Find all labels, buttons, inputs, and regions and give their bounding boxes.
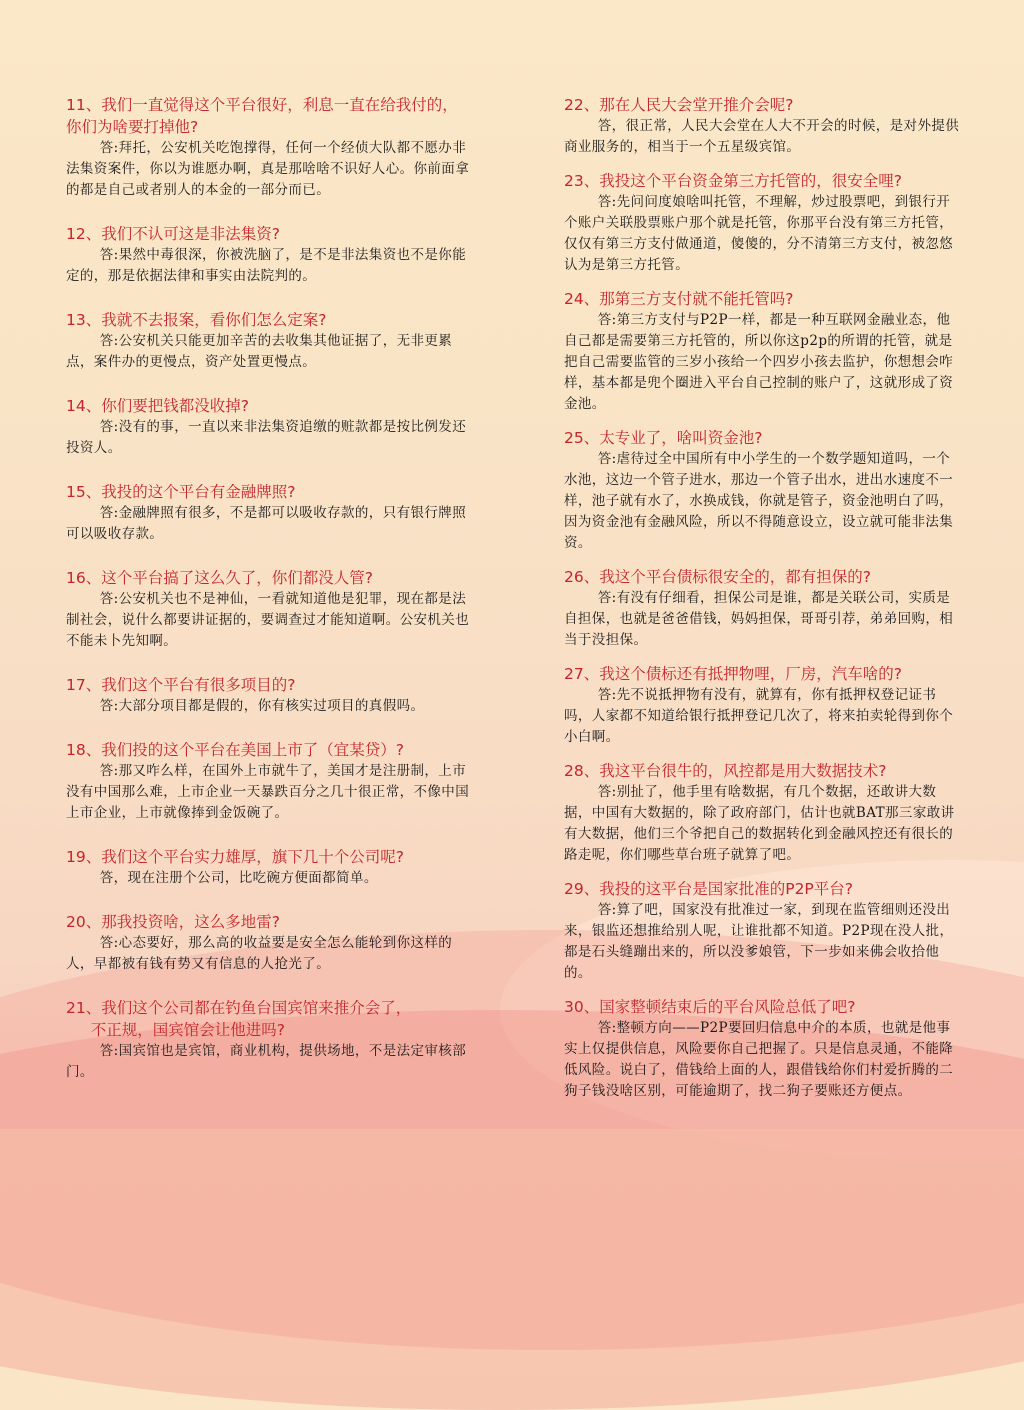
answer: 答:大部分项目都是假的，你有核实过项目的真假吗。 <box>99 698 425 714</box>
qa-item <box>66 481 476 545</box>
qa-item <box>66 674 476 717</box>
qa-item <box>564 663 964 748</box>
qa-item <box>564 170 964 276</box>
qa-item <box>564 288 964 415</box>
answer: 答:算了吧，国家没有批准过一家，到现在监管细则还没出来，银监还想推给别人呢，让谁批都不知道。P2P现在没人批，都是石头缝蹦出来的，所以没爹娘管，下一步如来佛会收拾他的。 <box>564 902 954 981</box>
answer: 答:有没有仔细看，担保公司是谁，都是关联公司，实质是自担保，也就是爸爸借钱，妈妈担保，哥哥引荐，弟弟回购，相当于没担保。 <box>564 590 954 648</box>
answer: 答，很正常，人民大会堂在人大不开会的时候，是对外提供商业服务的，相当于一个五星级宾馆。 <box>564 118 960 155</box>
qa-item <box>564 94 964 158</box>
answer: 答:虐待过全中国所有中小学生的一个数学题知道吗，一个水池，这边一个管子进水，那边一个管子出水，进出水速度不一样，池子就有水了，水换成钱，你就是管子，资金池明白了吗，因为资金池有金融风险，所以不得随意设立，设立就可能非法集资。 <box>564 451 954 551</box>
answer: 答:那又咋么样，在国外上市就牛了，美国才是注册制，上市没有中国那么难，上市企业一天暴跌百分之几十很正常，不像中国上市企业，上市就像捧到金饭碗了。 <box>66 763 470 821</box>
question: 28、我这平台很牛的，风控都是用大数据技术? <box>564 762 887 780</box>
question: 23、我投这个平台资金第三方托管的，很安全哩? <box>564 172 902 190</box>
answer: 答:公安机关只能更加辛苦的去收集其他证据了，无非更累点，案件办的更慢点，资产处置更慢点。 <box>66 333 453 370</box>
question: 15、我投的这个平台有金融牌照? <box>66 483 296 501</box>
qa-item <box>66 911 476 975</box>
answer: 答:公安机关也不是神仙，一看就知道他是犯罪，现在都是法制社会，说什么都要讲证据的，要调查过才能知道啊。公安机关也不能未卜先知啊。 <box>66 591 470 649</box>
question: 25、太专业了，啥叫资金池? <box>564 429 763 447</box>
question: 19、我们这个平台实力雄厚，旗下几十个公司呢? <box>66 848 404 866</box>
answer: 答:别扯了，他手里有啥数据，有几个数据，还敢讲大数据，中国有大数据的，除了政府部门，估计也就BAT那三家敢讲有大数据，他们三个爷把自己的数据转化到金融风控还有很长的路走呢，你们哪些草台班子就算了吧。 <box>564 784 955 863</box>
question: 21、我们这个公司都在钓鱼台国宾馆来推介会了， <box>66 999 412 1017</box>
qa-item <box>66 567 476 652</box>
qa-item <box>66 395 476 459</box>
question: 11、我们一直觉得这个平台很好，利息一直在给我付的， <box>66 96 458 114</box>
answer: 答:果然中毒很深，你被洗脑了，是不是非法集资也不是你能定的，那是依据法律和事实由法院判的。 <box>66 247 467 284</box>
answer: 答，现在注册个公司，比吃碗方便面都简单。 <box>99 870 378 886</box>
answer: 答:心态要好，那么高的收益要是安全怎么能轮到你这样的人，早都被有钱有势又有信息的人抢光了。 <box>66 935 453 972</box>
answer: 答:第三方支付与P2P一样，都是一种互联网金融业态，他自己都是需要第三方托管的，所以你这p2p的所谓的托管，就是把自己需要监管的三岁小孩给一个四岁小孩去监护，你想想会咋样，基本都是兜个圈进入平台自己控制的账户了，这就形成了资金池。 <box>564 312 954 412</box>
answer: 答:整顿方向——P2P要回归信息中介的本质，也就是他事实上仅提供信息，风险要你自己把握了。只是信息灵通，不能降低风险。说白了，借钱给上面的人，跟借钱给你们村爱折腾的二狗子钱没啥区别，可能逾期了，找二狗子要账还方便点。 <box>564 1020 954 1099</box>
question: 14、你们要把钱都没收掉? <box>66 397 249 415</box>
answer: 答:先问问度娘啥叫托管，不理解，炒过股票吧，到银行开个账户关联股票账户那个就是托管，你那平台没有第三方托管，仅仅有第三方支付做通道，傻傻的，分不清第三方支付，被忽悠认为是第三方托管。 <box>564 194 954 273</box>
question: 20、那我投资啥，这么多地雷? <box>66 913 280 931</box>
question: 29、我投的这平台是国家批准的P2P平台? <box>564 880 854 898</box>
question: 24、那第三方支付就不能托管吗? <box>564 290 794 308</box>
qa-item <box>564 760 964 866</box>
right-column <box>564 94 964 1102</box>
question: 27、我这个债标还有抵押物哩，厂房，汽车啥的? <box>564 665 902 683</box>
question: 17、我们这个平台有很多项目的? <box>66 676 296 694</box>
qa-item <box>66 846 476 889</box>
qa-item <box>66 309 476 373</box>
question <box>66 1019 476 1041</box>
qa-item <box>564 566 964 651</box>
question: 13、我就不去报案，看你们怎么定案? <box>66 311 327 329</box>
answer: 答:拜托，公安机关吃饱撑得，任何一个经侦大队都不愿办非法集资案件，你以为谁愿办啊，真是那啥啥不识好人心。你前面拿的都是自己或者别人的本金的一部分而已。 <box>66 140 470 198</box>
question: 18、我们投的这个平台在美国上市了（宜某贷）? <box>66 741 404 759</box>
qa-item <box>564 878 964 984</box>
question: 16、这个平台搞了这么久了，你们都没人管? <box>66 569 373 587</box>
answer: 答:没有的事，一直以来非法集资追缴的赃款都是按比例发还投资人。 <box>66 419 467 456</box>
qa-item <box>66 94 476 201</box>
qa-item <box>564 427 964 554</box>
qa-item <box>66 739 476 824</box>
qa-item <box>66 223 476 287</box>
answer: 答:国宾馆也是宾馆，商业机构，提供场地，不是法定审核部门。 <box>66 1043 467 1080</box>
question: 12、我们不认可这是非法集资? <box>66 225 280 243</box>
question-continued: 不正规，国宾馆会让他进吗? <box>90 1021 286 1039</box>
question: 30、国家整顿结束后的平台风险总低了吧? <box>564 998 856 1016</box>
qa-item <box>564 996 964 1102</box>
question: 22、那在人民大会堂开推介会呢? <box>564 96 794 114</box>
qa-item <box>66 997 476 1083</box>
answer: 答:金融牌照有很多，不是都可以吸收存款的，只有银行牌照可以吸收存款。 <box>66 505 467 542</box>
answer: 答:先不说抵押物有没有，就算有，你有抵押权登记证书吗，人家都不知道给银行抵押登记几次了，将来拍卖轮得到你个小白啊。 <box>564 687 954 745</box>
question: 26、我这个平台债标很安全的，都有担保的? <box>564 568 871 586</box>
question: 你们为啥要打掉他? <box>66 118 199 136</box>
left-column <box>66 94 476 1083</box>
